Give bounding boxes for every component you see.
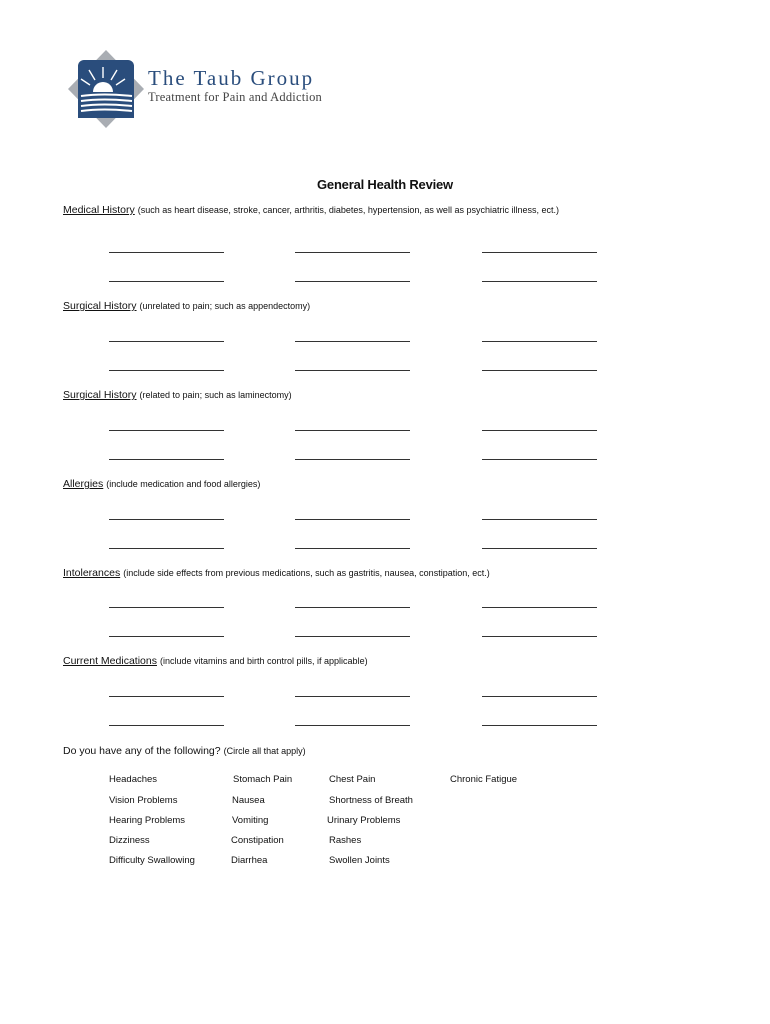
symptom-option[interactable]: Nausea	[232, 795, 265, 806]
symptom-option[interactable]: Shortness of Breath	[329, 795, 413, 806]
section-intolerances	[63, 567, 490, 579]
blank-line[interactable]	[482, 459, 597, 460]
section-label: Allergies	[63, 478, 104, 490]
blank-line[interactable]	[109, 459, 224, 460]
blank-line[interactable]	[295, 252, 410, 253]
section-surgical-history-unrelated	[63, 300, 310, 312]
blank-line[interactable]	[295, 636, 410, 637]
symptom-option[interactable]: Urinary Problems	[327, 815, 401, 826]
blank-line[interactable]	[109, 430, 224, 431]
symptoms-question	[63, 745, 306, 757]
symptom-option[interactable]: Vision Problems	[109, 795, 178, 806]
section-hint: (such as heart disease, stroke, cancer, arthritis, diabetes, hypertension, as well as psychiatric illness, ect.)	[137, 205, 559, 215]
blank-line[interactable]	[482, 370, 597, 371]
blank-line[interactable]	[109, 281, 224, 282]
blank-line[interactable]	[295, 548, 410, 549]
blank-line[interactable]	[295, 607, 410, 608]
blank-line[interactable]	[109, 548, 224, 549]
blank-line[interactable]	[109, 341, 224, 342]
blank-line[interactable]	[482, 696, 597, 697]
symptom-option[interactable]: Dizziness	[109, 835, 150, 846]
blank-line[interactable]	[295, 281, 410, 282]
question-label: Do you have any of the following?	[63, 745, 221, 757]
symptom-option[interactable]: Chronic Fatigue	[450, 774, 518, 785]
symptom-option[interactable]: Difficulty Swallowing	[109, 855, 195, 866]
blank-line[interactable]	[482, 725, 597, 726]
symptom-option[interactable]: Hearing Problems	[109, 815, 186, 826]
section-label: Medical History	[63, 204, 135, 216]
section-label: Intolerances	[63, 567, 121, 579]
section-hint: (unrelated to pain; such as appendectomy)	[139, 301, 311, 311]
question-hint: (Circle all that apply)	[223, 746, 306, 756]
taub-group-logo	[66, 48, 366, 130]
symptom-option[interactable]: Diarrhea	[231, 855, 268, 866]
symptom-option[interactable]: Constipation	[231, 835, 284, 846]
blank-line[interactable]	[109, 725, 224, 726]
blank-line[interactable]	[109, 370, 224, 371]
section-label: Current Medications	[63, 655, 157, 667]
blank-line[interactable]	[482, 607, 597, 608]
blank-line[interactable]	[482, 252, 597, 253]
blank-line[interactable]	[295, 696, 410, 697]
blank-line[interactable]	[109, 519, 224, 520]
section-allergies	[63, 478, 260, 490]
symptom-option[interactable]: Headaches	[109, 774, 158, 785]
symptom-option[interactable]: Stomach Pain	[233, 774, 293, 785]
blank-line[interactable]	[109, 696, 224, 697]
symptom-option[interactable]: Vomiting	[232, 815, 269, 826]
sunrise-over-water-icon	[66, 48, 146, 130]
logo-title: The Taub Group	[148, 66, 315, 90]
section-hint: (include medication and food allergies)	[106, 479, 261, 489]
blank-line[interactable]	[482, 519, 597, 520]
blank-line[interactable]	[295, 430, 410, 431]
page-title: General Health Review	[317, 177, 453, 192]
section-current-medications	[63, 655, 368, 667]
blank-line[interactable]	[109, 636, 224, 637]
blank-line[interactable]	[109, 607, 224, 608]
blank-line[interactable]	[109, 252, 224, 253]
section-label: Surgical History	[63, 389, 137, 401]
blank-line[interactable]	[295, 341, 410, 342]
blank-line[interactable]	[295, 459, 410, 460]
symptom-option[interactable]: Rashes	[329, 835, 362, 846]
section-label: Surgical History	[63, 300, 137, 312]
blank-line[interactable]	[295, 519, 410, 520]
blank-line[interactable]	[295, 370, 410, 371]
logo-tagline: Treatment for Pain and Addiction	[148, 90, 322, 104]
section-hint: (include side effects from previous medications, such as gastritis, nausea, constipation, ect.)	[123, 568, 490, 578]
section-surgical-history-related	[63, 389, 292, 401]
symptom-option[interactable]: Swollen Joints	[329, 855, 390, 866]
section-medical-history	[63, 204, 559, 216]
blank-line[interactable]	[482, 341, 597, 342]
blank-line[interactable]	[295, 725, 410, 726]
blank-line[interactable]	[482, 548, 597, 549]
section-hint: (related to pain; such as laminectomy)	[139, 390, 292, 400]
symptom-option[interactable]: Chest Pain	[329, 774, 376, 785]
blank-line[interactable]	[482, 430, 597, 431]
blank-line[interactable]	[482, 636, 597, 637]
section-hint: (include vitamins and birth control pills, if applicable)	[159, 656, 368, 666]
blank-line[interactable]	[482, 281, 597, 282]
